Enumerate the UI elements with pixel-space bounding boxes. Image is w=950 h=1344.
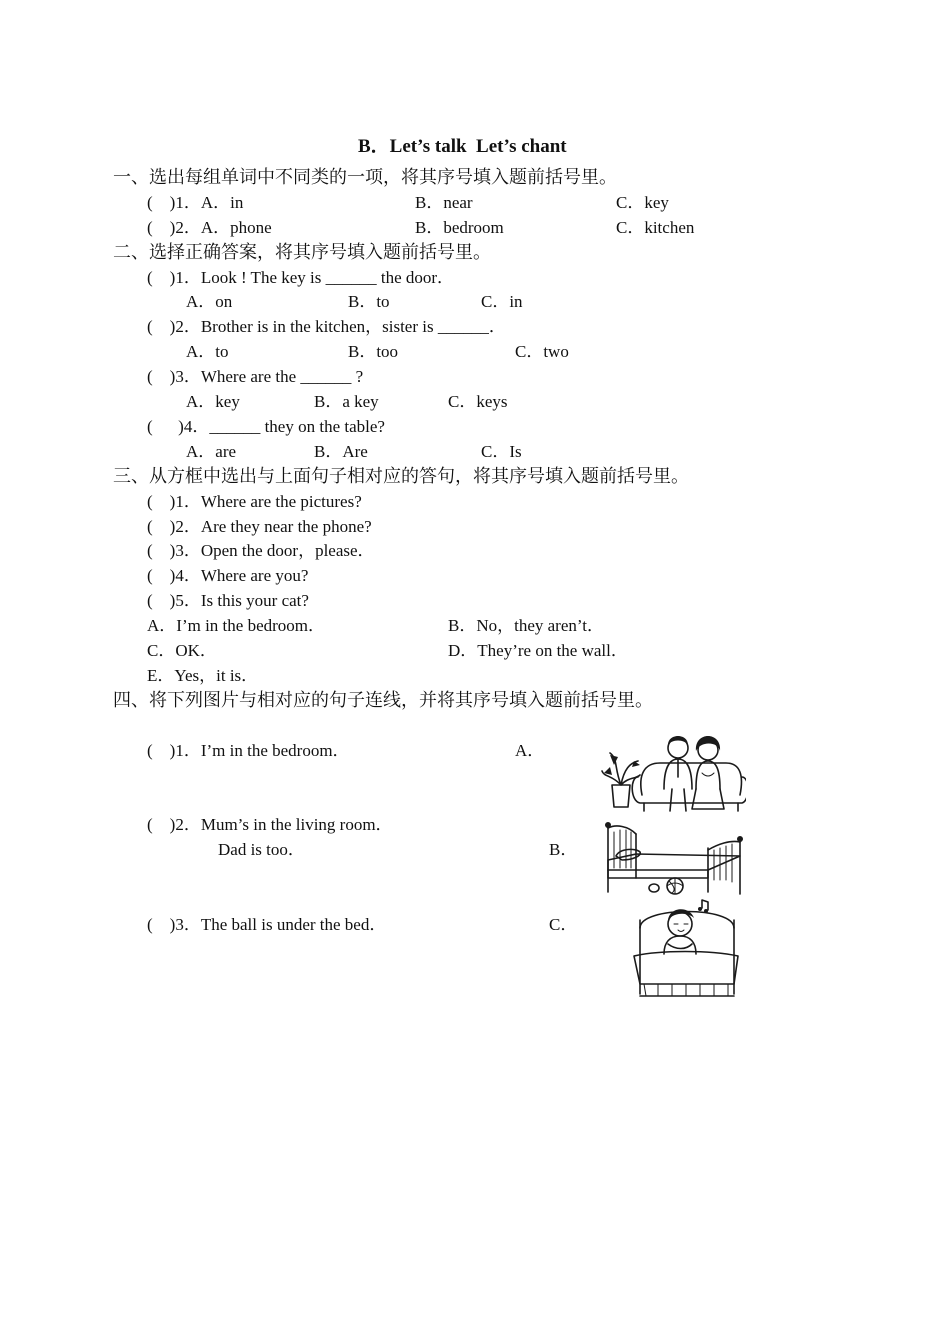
- s2-q4-stem: ( )4．______ they on the table?: [147, 417, 385, 436]
- s1-q2-option-c: C．kitchen: [616, 218, 695, 237]
- s3-option-a: A．I’m in the bedroom．: [147, 616, 325, 635]
- s2-q2-stem: ( )2．Brother is in the kitchen，sister is ______．: [147, 317, 506, 336]
- s3-option-d: D．They’re on the wall．: [448, 641, 628, 660]
- s4-label-c: C．: [549, 915, 578, 934]
- s3-q1: ( )1．Where are the pictures?: [147, 492, 362, 511]
- s2-q4-option-c: C．Is: [481, 442, 522, 461]
- s2-q4-option-a: A．are: [186, 442, 237, 461]
- s3-q5: ( )5．Is this your cat?: [147, 591, 309, 610]
- section-3-heading: 三、从方框中选出与上面句子相对应的答句，将其序号填入题前括号里。: [113, 466, 689, 487]
- s3-q3: ( )3．Open the door，please．: [147, 541, 375, 560]
- s3-q4: ( )4．Where are you?: [147, 566, 309, 585]
- section-1-heading: 一、选出每组单词中不同类的一项，将其序号填入题前括号里。: [113, 167, 617, 188]
- s2-q3-option-a: A．key: [186, 392, 240, 411]
- s2-q3-stem: ( )3．Where are the ______ ?: [147, 367, 364, 386]
- s1-q2-stem: ( )2．A．phone: [147, 218, 272, 237]
- s2-q1-option-a: A．on: [186, 292, 233, 311]
- s2-q1-stem: ( )1．Look ! The key is ______ the door．: [147, 268, 455, 287]
- s3-option-c: C．OK．: [147, 641, 217, 660]
- s2-q2-option-a: A．to: [186, 342, 229, 361]
- s4-q2-line1: ( )2．Mum’s in the living room．: [147, 815, 393, 834]
- s4-q1: ( )1．I’m in the bedroom．: [147, 741, 350, 760]
- s2-q3-option-c: C．keys: [448, 392, 508, 411]
- s2-q2-option-b: B．too: [348, 342, 399, 361]
- s1-q1-stem: ( )1．A．in: [147, 193, 244, 212]
- s2-q1-option-c: C．in: [481, 292, 523, 311]
- s1-q2-option-b: B．bedroom: [415, 218, 504, 237]
- s1-q1-option-c: C．key: [616, 193, 669, 212]
- s2-q4-option-b: B．Are: [314, 442, 368, 461]
- s2-q1-option-b: B．to: [348, 292, 390, 311]
- s4-q2-line2: Dad is too．: [218, 840, 305, 859]
- s2-q3-option-b: B．a key: [314, 392, 379, 411]
- bed-ball-picture: [602, 820, 746, 896]
- page-title: B．Let’s talk Let’s chant: [358, 136, 567, 157]
- s1-q1-option-b: B．near: [415, 193, 473, 212]
- s4-label-a: A．: [515, 741, 545, 760]
- section-2-heading: 二、选择正确答案，将其序号填入题前括号里。: [113, 242, 491, 263]
- s3-q2: ( )2．Are they near the phone?: [147, 517, 372, 536]
- s3-option-b: B．No，they aren’t．: [448, 616, 604, 635]
- s4-label-b: B．: [549, 840, 578, 859]
- sofa-family-picture: [600, 715, 746, 813]
- s2-q2-option-c: C．two: [515, 342, 569, 361]
- s4-q3: ( )3．The ball is under the bed．: [147, 915, 387, 934]
- girl-in-bed-picture: [630, 898, 742, 1000]
- section-4-heading: 四、将下列图片与相对应的句子连线，并将其序号填入题前括号里。: [113, 690, 653, 711]
- s3-option-e: E．Yes，it is．: [147, 666, 259, 685]
